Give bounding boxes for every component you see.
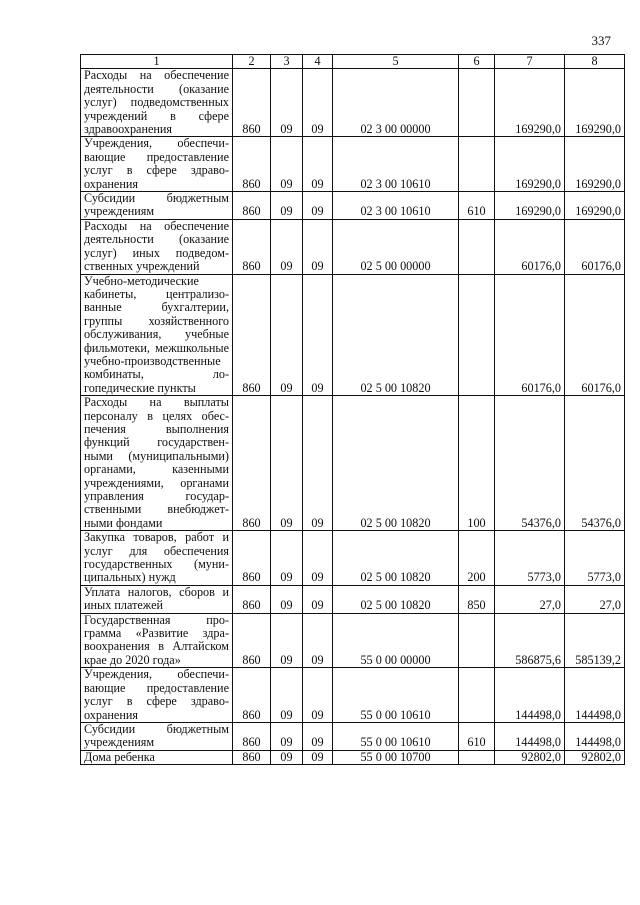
row-csr-cell: 02 3 00 10610 [333, 192, 459, 220]
row-ved-cell: 860 [233, 219, 271, 274]
row-rz-cell: 09 [271, 668, 303, 723]
row-sum-2019-cell: 144498,0 [495, 722, 565, 750]
header-cell: 2 [233, 55, 271, 69]
row-rz-cell: 09 [271, 137, 303, 192]
row-sum-2019-cell: 60176,0 [495, 274, 565, 396]
row-csr-cell: 02 5 00 10820 [333, 396, 459, 531]
row-pr-cell: 09 [303, 585, 333, 613]
row-ved-cell: 860 [233, 192, 271, 220]
row-sum-2020-cell: 27,0 [565, 585, 625, 613]
row-vr-cell [459, 274, 495, 396]
row-sum-2019-cell: 169290,0 [495, 69, 565, 137]
row-rz-cell: 09 [271, 613, 303, 668]
row-pr-cell: 09 [303, 69, 333, 137]
row-name-cell: Субсидии бюджетным учреждениям [81, 192, 233, 220]
header-cell: 7 [495, 55, 565, 69]
header-cell: 6 [459, 55, 495, 69]
table-row [81, 274, 625, 396]
row-sum-2020-cell: 144498,0 [565, 668, 625, 723]
row-vr-cell: 610 [459, 192, 495, 220]
row-vr-cell: 200 [459, 531, 495, 586]
row-name-cell: Закупка товаров, работ и услуг для обеспечения государственных (муниципальных) нужд [81, 531, 233, 586]
row-name-cell: Субсидии бюджетным учреждениям [81, 722, 233, 750]
row-sum-2020-cell: 585139,2 [565, 613, 625, 668]
row-name-cell: Учреждения, обеспечивающие предоставление услуг в сфере здравоохранения [81, 137, 233, 192]
row-pr-cell: 09 [303, 531, 333, 586]
row-ved-cell: 860 [233, 750, 271, 764]
row-rz-cell: 09 [271, 750, 303, 764]
table-row [81, 192, 625, 220]
row-sum-2020-cell: 54376,0 [565, 396, 625, 531]
row-csr-cell: 02 3 00 00000 [333, 69, 459, 137]
row-pr-cell: 09 [303, 192, 333, 220]
row-vr-cell [459, 668, 495, 723]
row-vr-cell: 610 [459, 722, 495, 750]
header-cell: 5 [333, 55, 459, 69]
row-sum-2019-cell: 54376,0 [495, 396, 565, 531]
row-rz-cell: 09 [271, 219, 303, 274]
row-sum-2020-cell: 144498,0 [565, 722, 625, 750]
row-csr-cell: 55 0 00 10700 [333, 750, 459, 764]
row-pr-cell: 09 [303, 722, 333, 750]
table-row [81, 219, 625, 274]
row-rz-cell: 09 [271, 192, 303, 220]
row-rz-cell: 09 [271, 531, 303, 586]
row-pr-cell: 09 [303, 396, 333, 531]
row-name-cell: Расходы на обеспечение деятельности (оказание услуг) иных подведомственных учреждений [81, 219, 233, 274]
row-csr-cell: 02 3 00 10610 [333, 137, 459, 192]
row-csr-cell: 55 0 00 10610 [333, 668, 459, 723]
row-ved-cell: 860 [233, 531, 271, 586]
row-name-cell: Уплата налогов, сборов и иных платежей [81, 585, 233, 613]
row-pr-cell: 09 [303, 219, 333, 274]
row-ved-cell: 860 [233, 274, 271, 396]
row-ved-cell: 860 [233, 69, 271, 137]
row-rz-cell: 09 [271, 274, 303, 396]
row-csr-cell: 02 5 00 10820 [333, 585, 459, 613]
row-rz-cell: 09 [271, 722, 303, 750]
row-pr-cell: 09 [303, 137, 333, 192]
row-rz-cell: 09 [271, 396, 303, 531]
row-pr-cell: 09 [303, 613, 333, 668]
row-sum-2019-cell: 5773,0 [495, 531, 565, 586]
page-number: 337 [591, 33, 611, 48]
row-sum-2019-cell: 169290,0 [495, 192, 565, 220]
header-row [81, 55, 625, 69]
row-vr-cell [459, 69, 495, 137]
row-rz-cell: 09 [271, 585, 303, 613]
row-sum-2020-cell: 169290,0 [565, 192, 625, 220]
row-vr-cell [459, 613, 495, 668]
row-csr-cell: 02 5 00 10820 [333, 531, 459, 586]
header-cell: 1 [81, 55, 233, 69]
row-vr-cell [459, 137, 495, 192]
header-cell: 4 [303, 55, 333, 69]
row-sum-2019-cell: 27,0 [495, 585, 565, 613]
row-sum-2020-cell: 169290,0 [565, 137, 625, 192]
row-pr-cell: 09 [303, 750, 333, 764]
row-sum-2019-cell: 92802,0 [495, 750, 565, 764]
table-row [81, 613, 625, 668]
row-rz-cell: 09 [271, 69, 303, 137]
row-csr-cell: 02 5 00 00000 [333, 219, 459, 274]
row-ved-cell: 860 [233, 668, 271, 723]
row-ved-cell: 860 [233, 722, 271, 750]
budget-table [80, 54, 625, 765]
row-pr-cell: 09 [303, 668, 333, 723]
row-name-cell: Расходы на выплаты персоналу в целях обеспечения выполнения функций государственными (муниципальными) органами, казенными учреждениями, органами управления государственными внебюджетными фондами [81, 396, 233, 531]
table-row [81, 585, 625, 613]
row-pr-cell: 09 [303, 274, 333, 396]
header-cell: 3 [271, 55, 303, 69]
row-sum-2020-cell: 169290,0 [565, 69, 625, 137]
row-csr-cell: 55 0 00 10610 [333, 722, 459, 750]
header-cell: 8 [565, 55, 625, 69]
row-csr-cell: 55 0 00 00000 [333, 613, 459, 668]
row-ved-cell: 860 [233, 137, 271, 192]
row-ved-cell: 860 [233, 396, 271, 531]
row-sum-2020-cell: 60176,0 [565, 219, 625, 274]
row-ved-cell: 860 [233, 613, 271, 668]
row-name-cell: Расходы на обеспечение деятельности (оказание услуг) подведомственных учреждений в сфере здравоохранения [81, 69, 233, 137]
table-row [81, 137, 625, 192]
row-sum-2020-cell: 5773,0 [565, 531, 625, 586]
row-sum-2020-cell: 60176,0 [565, 274, 625, 396]
row-vr-cell [459, 219, 495, 274]
row-name-cell: Учебно-методические кабинеты, централизованные бухгалтерии, группы хозяйственного обслуживания, учебные фильмотеки, межшкольные учебно-производственные комбинаты, логопедические пункты [81, 274, 233, 396]
row-vr-cell: 850 [459, 585, 495, 613]
row-name-cell: Учреждения, обеспечивающие предоставление услуг в сфере здравоохранения [81, 668, 233, 723]
row-vr-cell: 100 [459, 396, 495, 531]
table-row [81, 69, 625, 137]
table-row [81, 750, 625, 764]
row-vr-cell [459, 750, 495, 764]
table-row [81, 531, 625, 586]
table-row [81, 668, 625, 723]
row-ved-cell: 860 [233, 585, 271, 613]
row-csr-cell: 02 5 00 10820 [333, 274, 459, 396]
row-sum-2020-cell: 92802,0 [565, 750, 625, 764]
row-name-cell: Государственная программа «Развитие здравоохранения в Алтайском крае до 2020 года» [81, 613, 233, 668]
table-row [81, 396, 625, 531]
row-sum-2019-cell: 144498,0 [495, 668, 565, 723]
row-sum-2019-cell: 169290,0 [495, 137, 565, 192]
table-row [81, 722, 625, 750]
row-sum-2019-cell: 60176,0 [495, 219, 565, 274]
row-sum-2019-cell: 586875,6 [495, 613, 565, 668]
row-name-cell: Дома ребенка [81, 750, 233, 764]
